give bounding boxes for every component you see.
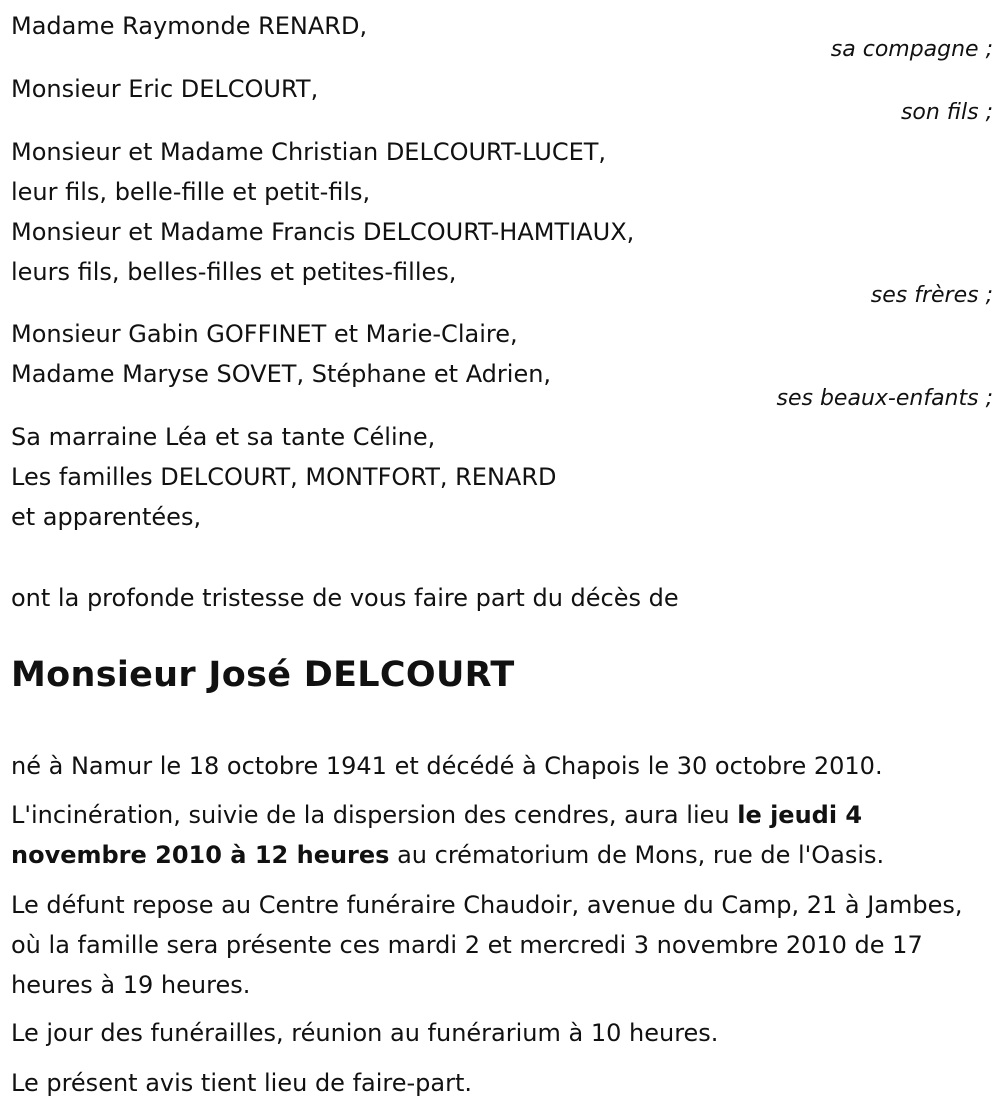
family-line: Monsieur Gabin GOFFINET et Marie-Claire, bbox=[11, 320, 518, 348]
notice-text: Le présent avis tient lieu de faire-part. bbox=[11, 1069, 473, 1097]
relation-label: son fils ; bbox=[900, 100, 993, 125]
cremation-date: le jeudi 4 novembre 2010 à 12 heures bbox=[11, 801, 863, 869]
family-line: Monsieur et Madame Francis DELCOURT-HAMTIAUX, bbox=[11, 218, 635, 246]
family-line: Les familles DELCOURT, MONTFORT, RENARD bbox=[11, 463, 557, 491]
family-line: leur fils, belle-fille et petit-fils, bbox=[11, 178, 371, 206]
family-line: Madame Raymonde RENARD, bbox=[11, 12, 368, 40]
family-line: Monsieur et Madame Christian DELCOURT-LUCET, bbox=[11, 138, 607, 166]
family-line: et apparentées, bbox=[11, 503, 202, 531]
family-line: leurs fils, belles-filles et petites-filles, bbox=[11, 258, 457, 286]
family-line: Sa marraine Léa et sa tante Céline, bbox=[11, 423, 436, 451]
repose-text: Le défunt repose au Centre funéraire Chaudoir, avenue du Camp, 21 à Jambes, où la famille sera présente ces mardi 2 et mercredi 3 novembre 2010 de 17 heures à 19 heures. bbox=[11, 891, 963, 999]
cremation-text bbox=[11, 795, 986, 875]
funeral-day-text: Le jour des funérailles, réunion au funérarium à 10 heures. bbox=[11, 1019, 719, 1047]
deceased-name: Monsieur José DELCOURT bbox=[11, 655, 515, 695]
relation-label: ses beaux-enfants ; bbox=[776, 386, 993, 411]
birth-death-text: né à Namur le 18 octobre 1941 et décédé à Chapois le 30 octobre 2010. bbox=[11, 752, 883, 780]
cremation-text-end: au crématorium de Mons, rue de l'Oasis. bbox=[389, 841, 885, 869]
announcement-text: ont la profonde tristesse de vous faire part du décès de bbox=[11, 584, 679, 612]
relation-label: ses frères ; bbox=[870, 283, 993, 308]
relation-label: sa compagne ; bbox=[830, 37, 993, 62]
cremation-text-start: L'incinération, suivie de la dispersion des cendres, aura lieu bbox=[11, 801, 738, 829]
family-line: Monsieur Eric DELCOURT, bbox=[11, 75, 319, 103]
family-line: Madame Maryse SOVET, Stéphane et Adrien, bbox=[11, 360, 552, 388]
